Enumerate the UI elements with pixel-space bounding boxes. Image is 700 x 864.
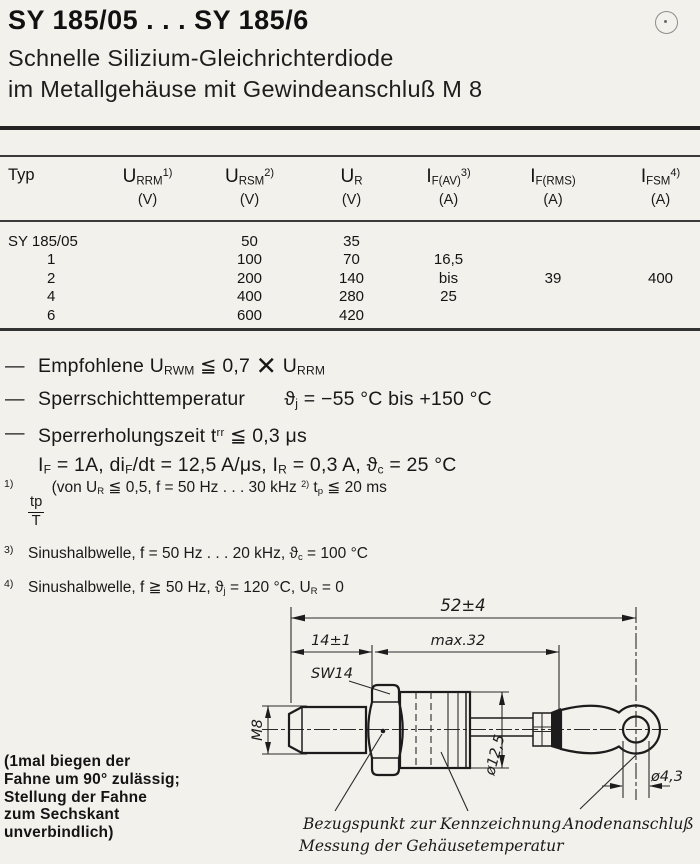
footnote-marker: 4) bbox=[4, 577, 14, 590]
text-segment: U bbox=[277, 355, 298, 377]
table-cell: 35 bbox=[343, 232, 360, 250]
table-cell bbox=[604, 219, 700, 251]
text-segment: F bbox=[43, 462, 52, 477]
ref-point-caption-line1: Bezugspunkt zur bbox=[303, 815, 436, 833]
column-unit: (A) bbox=[438, 192, 459, 208]
column-symbol bbox=[309, 166, 394, 188]
column-unit: (V) bbox=[137, 192, 158, 208]
column-header bbox=[0, 157, 104, 219]
subtitle-line-2: im Metallgehäuse mit Gewindeanschluß M 8 bbox=[8, 75, 483, 102]
remark-line: zum Sechskant bbox=[4, 806, 120, 824]
header bbox=[8, 5, 668, 104]
text-segment: R bbox=[97, 486, 105, 498]
text-segment: 2) bbox=[301, 479, 310, 489]
table-cell: 50 bbox=[241, 232, 258, 250]
text-segment: F(RMS) bbox=[535, 175, 576, 188]
thread-label: M8 bbox=[250, 719, 266, 741]
table-cell: 280 bbox=[338, 288, 365, 306]
table-row bbox=[0, 251, 700, 270]
text-segment: rr bbox=[216, 426, 225, 439]
text-segment: Typ bbox=[8, 166, 35, 184]
table-cell: 420 bbox=[338, 306, 365, 324]
table-bottom-rule bbox=[0, 328, 700, 331]
column-header bbox=[502, 157, 604, 219]
text-segment: c bbox=[297, 551, 303, 563]
text-segment: F(AV) bbox=[431, 175, 461, 188]
note-text bbox=[38, 419, 307, 451]
footnote-text bbox=[28, 543, 368, 568]
text-segment: ≦ 0,7 bbox=[194, 355, 256, 377]
table-row bbox=[0, 269, 700, 288]
leader-line bbox=[441, 752, 468, 811]
table-cell bbox=[104, 219, 191, 251]
note-line bbox=[5, 385, 695, 418]
page-title: SY 185/05 . . . SY 185/6 bbox=[8, 5, 309, 35]
text-segment: F bbox=[125, 462, 133, 477]
text-segment: U bbox=[340, 166, 355, 187]
text-segment: 4) bbox=[670, 166, 681, 179]
text-segment: t bbox=[309, 478, 318, 496]
ref-point-caption-line2: Messung der Gehäusetemperatur bbox=[299, 837, 564, 855]
footnote-line bbox=[4, 543, 694, 568]
text-segment: = 0 bbox=[317, 578, 344, 596]
hole-diameter-label: ø4,3 bbox=[651, 769, 683, 785]
registration-mark-icon bbox=[655, 11, 678, 34]
text-segment: RRM bbox=[136, 175, 163, 188]
table-cell: SY 185/05 bbox=[8, 232, 78, 250]
column-unit: (V) bbox=[341, 192, 362, 208]
column-unit: (V) bbox=[239, 192, 260, 208]
dimension-body-diameter bbox=[470, 692, 509, 778]
column-symbol bbox=[8, 166, 103, 185]
dimension-overall-length bbox=[291, 596, 636, 621]
reference-point-dot bbox=[381, 729, 386, 734]
drawing-captions bbox=[298, 815, 694, 855]
leader-line bbox=[580, 754, 637, 809]
text-segment: j bbox=[223, 585, 226, 597]
table-cell bbox=[502, 219, 604, 251]
text-segment: R bbox=[278, 462, 288, 477]
text-segment: = 120 °C, U bbox=[225, 578, 311, 596]
text-segment: p bbox=[317, 486, 324, 498]
table-cell: 4 bbox=[47, 288, 56, 306]
table-cell bbox=[502, 288, 604, 307]
table-cell: 140 bbox=[338, 269, 365, 287]
subtitle-line-1: Schnelle Silizium-Gleichrichterdiode bbox=[8, 45, 394, 71]
text-segment: 2) bbox=[264, 166, 275, 179]
marking-caption: Kennzeichnung bbox=[440, 815, 562, 833]
hex-size-callout bbox=[311, 666, 390, 694]
note-dash: — bbox=[5, 388, 25, 411]
table-cell: 600 bbox=[236, 306, 263, 324]
table-cell bbox=[104, 306, 191, 325]
characteristics-notes bbox=[5, 352, 695, 484]
table-cell: 400 bbox=[236, 288, 263, 306]
note-dash: — bbox=[5, 355, 25, 377]
text-segment: 1) bbox=[162, 166, 173, 179]
hex-size-label: SW14 bbox=[311, 666, 353, 682]
table-row bbox=[0, 288, 700, 307]
column-header bbox=[191, 157, 308, 219]
page-subtitle bbox=[8, 43, 668, 104]
table-cell: 6 bbox=[47, 306, 56, 324]
text-segment: Sinushalbwelle, f ≧ 50 Hz, ϑ bbox=[28, 578, 224, 596]
table-cell bbox=[104, 251, 191, 270]
table-cell bbox=[395, 306, 502, 325]
dimension-body-length bbox=[375, 633, 559, 655]
column-header bbox=[308, 157, 395, 219]
text-segment: U bbox=[122, 166, 137, 187]
dim-total-label: 52±4 bbox=[440, 596, 486, 615]
table-cell bbox=[604, 306, 700, 325]
note-line bbox=[5, 352, 695, 385]
text-segment: j bbox=[295, 397, 299, 412]
note-text bbox=[38, 352, 325, 385]
table-cell: 39 bbox=[544, 269, 562, 287]
text-segment: = −55 °C bis +150 °C bbox=[298, 388, 492, 411]
table-cell: 200 bbox=[236, 269, 263, 287]
table-cell bbox=[104, 269, 191, 288]
bending-remark bbox=[4, 753, 214, 842]
remark-line: (1mal biegen der bbox=[4, 753, 131, 770]
remark-line: Stellung der Fahne bbox=[4, 788, 148, 806]
header-row bbox=[0, 157, 700, 219]
table-cell: bis bbox=[438, 269, 459, 287]
column-header bbox=[395, 157, 502, 219]
table-cell bbox=[502, 251, 604, 270]
text-segment: U bbox=[224, 166, 239, 187]
text-segment: = 0,3 A, ϑ bbox=[287, 453, 378, 476]
anode-caption: Anodenanschluß bbox=[563, 815, 694, 833]
text-segment: RSM bbox=[238, 175, 265, 188]
text-segment: (von U bbox=[47, 478, 98, 496]
text-segment: = 25 °C bbox=[383, 453, 457, 476]
column-symbol bbox=[105, 166, 190, 188]
header-rule bbox=[0, 126, 700, 130]
text-segment: R bbox=[354, 175, 363, 188]
ratings-table-head bbox=[0, 157, 700, 219]
footnote-marker: 1) bbox=[4, 477, 14, 490]
table-cell: 100 bbox=[236, 251, 263, 269]
column-header bbox=[604, 157, 700, 219]
dim-body-label: max.32 bbox=[430, 633, 486, 649]
dimension-stud-length bbox=[291, 633, 372, 655]
text-segment: ≦ 20 ms bbox=[323, 478, 387, 496]
table-row bbox=[0, 306, 700, 325]
text-segment: Empfohlene U bbox=[38, 355, 164, 377]
fraction: $\frac{tp}{T}$ bbox=[30, 493, 43, 529]
leader-line bbox=[335, 734, 382, 811]
text-segment: ≦ 0,3 μs bbox=[224, 425, 307, 448]
text-segment: Sperrerholungszeit t bbox=[38, 425, 217, 448]
remark-line: Fahne um 90° zulässig; bbox=[4, 770, 180, 788]
column-unit: (A) bbox=[650, 192, 671, 208]
text-segment: RRM bbox=[297, 363, 326, 378]
footnote-line bbox=[4, 474, 694, 530]
table-cell: 70 bbox=[343, 251, 360, 269]
body-diameter-label: ø12,5 bbox=[482, 733, 509, 778]
text-segment: RWM bbox=[163, 363, 195, 378]
table-cell: 1 bbox=[47, 251, 56, 269]
text-segment: I bbox=[640, 166, 647, 187]
note-text bbox=[38, 385, 492, 418]
remark-line: unverbindlich) bbox=[4, 824, 114, 842]
dim-stud-label: 14±1 bbox=[311, 633, 351, 649]
note-line bbox=[5, 419, 695, 451]
text-segment: Sperrschichttemperatur ϑ bbox=[38, 388, 296, 411]
table-cell: 2 bbox=[47, 269, 56, 287]
table-cell: 400 bbox=[647, 269, 674, 287]
text-segment: = 1A, di bbox=[51, 453, 126, 476]
table-cell: 16,5 bbox=[433, 251, 464, 269]
table-cell bbox=[104, 288, 191, 307]
text-segment: R bbox=[310, 585, 318, 597]
text-segment: = 100 °C bbox=[302, 544, 368, 562]
column-symbol bbox=[503, 166, 603, 188]
note-dash: — bbox=[5, 421, 25, 444]
column-unit: (A) bbox=[543, 192, 563, 208]
column-header bbox=[104, 157, 191, 219]
column-symbol bbox=[192, 166, 307, 188]
footnote-marker: 3) bbox=[4, 543, 14, 556]
ratings-table bbox=[0, 157, 700, 325]
text-segment: Sinushalbwelle, f = 50 Hz . . . 20 kHz, ϑ bbox=[28, 544, 298, 562]
table-row bbox=[0, 219, 700, 251]
text-segment: c bbox=[377, 462, 384, 477]
text-segment: I bbox=[38, 453, 44, 476]
text-segment: ✕ bbox=[255, 352, 278, 381]
text-segment: FSM bbox=[646, 175, 671, 188]
leader-line bbox=[349, 681, 390, 694]
column-symbol bbox=[605, 166, 700, 188]
ratings-table-body bbox=[0, 219, 700, 325]
text-segment: ≦ 0,5, f = 50 Hz . . . 30 kHz bbox=[104, 478, 302, 496]
table-cell bbox=[395, 219, 502, 251]
column-symbol bbox=[396, 166, 501, 188]
text-segment: I bbox=[426, 166, 432, 187]
text-segment: I bbox=[530, 166, 536, 187]
text-segment: /dt = 12,5 A/μs, I bbox=[132, 453, 279, 476]
table-cell bbox=[502, 306, 604, 325]
table-cell: 25 bbox=[440, 288, 457, 306]
table-cell bbox=[604, 288, 700, 307]
text-segment: 3) bbox=[460, 166, 471, 179]
footnote-text bbox=[28, 474, 387, 530]
table-cell bbox=[604, 251, 700, 270]
